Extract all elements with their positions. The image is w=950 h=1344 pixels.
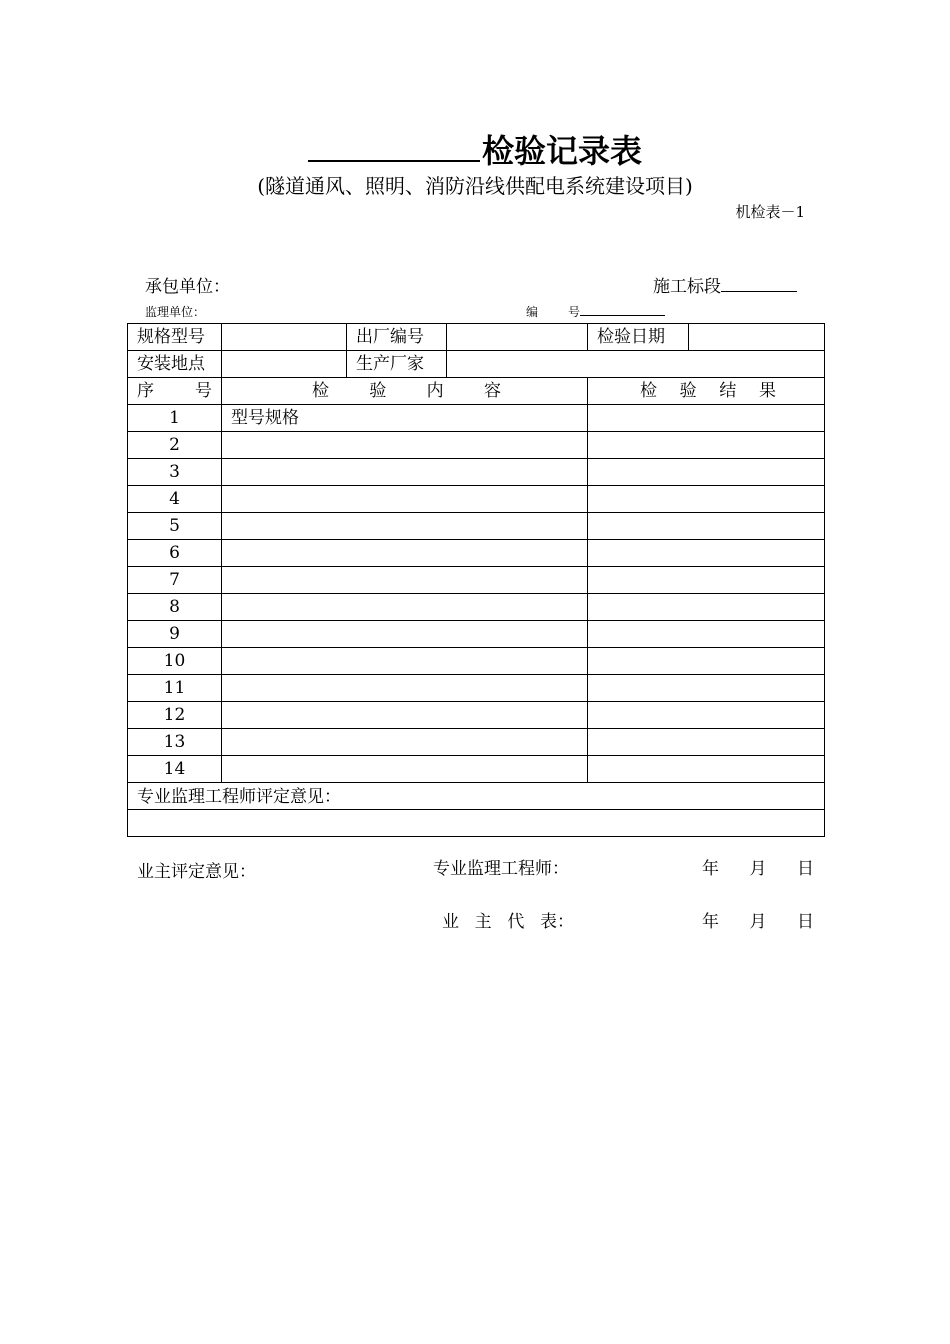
row-result[interactable] — [588, 459, 825, 486]
row-result[interactable] — [588, 648, 825, 675]
row-content[interactable] — [222, 459, 588, 486]
row-result[interactable] — [588, 729, 825, 756]
factory-no-value[interactable] — [447, 324, 588, 351]
row-result[interactable] — [588, 486, 825, 513]
supervisor-opinion-label: 专业监理工程师评定意见： — [137, 787, 341, 807]
row-number: 2 — [128, 432, 222, 459]
supervisor-opinion-row — [128, 783, 825, 810]
table-row — [128, 621, 825, 648]
table-row-location — [128, 351, 825, 378]
row-number: 5 — [128, 513, 222, 540]
table-row — [128, 486, 825, 513]
row-result[interactable] — [588, 675, 825, 702]
spec-label: 规格型号 — [128, 324, 222, 351]
owner-sign-label: 业 主 代 表： — [442, 912, 574, 932]
row-number: 7 — [128, 567, 222, 594]
row-result[interactable] — [588, 513, 825, 540]
form-number: 机检表－1 — [735, 203, 805, 221]
table-row — [128, 648, 825, 675]
supervisor-unit-label: 监理单位： — [145, 305, 206, 319]
row-result[interactable] — [588, 540, 825, 567]
row-result[interactable] — [588, 702, 825, 729]
install-location-value[interactable] — [222, 351, 347, 378]
owner-date: 年 月 日 — [702, 912, 814, 932]
row-content[interactable]: 型号规格 — [222, 405, 588, 432]
table-row — [128, 459, 825, 486]
row-result[interactable] — [588, 405, 825, 432]
row-content[interactable] — [222, 432, 588, 459]
install-location-label: 安装地点 — [128, 351, 222, 378]
table-row — [128, 675, 825, 702]
row-number: 12 — [128, 702, 222, 729]
row-content[interactable] — [222, 648, 588, 675]
content-header: 检 验 内 容 — [222, 378, 588, 405]
table-row — [128, 702, 825, 729]
table-header-row — [128, 378, 825, 405]
row-content[interactable] — [222, 729, 588, 756]
row-content[interactable] — [222, 621, 588, 648]
table-row — [128, 432, 825, 459]
supervisor-sign-label: 专业监理工程师： — [433, 859, 569, 879]
row-content[interactable] — [222, 513, 588, 540]
title-text: 检验记录表 — [481, 132, 642, 170]
title-blank-line — [308, 126, 480, 162]
document-title — [0, 126, 950, 173]
table-row — [128, 540, 825, 567]
section-label: 施工标段 — [653, 277, 721, 297]
seq-header: 序 号 — [128, 378, 222, 405]
row-number: 4 — [128, 486, 222, 513]
row-content[interactable] — [222, 567, 588, 594]
number-field — [526, 304, 665, 320]
table-row — [128, 729, 825, 756]
row-number: 1 — [128, 405, 222, 432]
table-row-spec — [128, 324, 825, 351]
row-content[interactable] — [222, 594, 588, 621]
number-blank-line — [580, 305, 665, 316]
row-number: 9 — [128, 621, 222, 648]
row-content[interactable] — [222, 675, 588, 702]
row-content[interactable] — [222, 540, 588, 567]
number-label-2: 号 — [568, 305, 581, 319]
section-field — [653, 276, 797, 298]
inspection-rows — [128, 405, 825, 783]
document-subtitle: (隧道通风、照明、消防沿线供配电系统建设项目) — [257, 174, 693, 198]
row-number: 10 — [128, 648, 222, 675]
row-content[interactable] — [222, 486, 588, 513]
row-result[interactable] — [588, 756, 825, 783]
number-label-1: 编 — [526, 305, 539, 319]
row-number: 8 — [128, 594, 222, 621]
table-row — [128, 567, 825, 594]
contractor-label: 承包单位： — [145, 277, 230, 297]
section-blank-line — [721, 277, 797, 292]
result-header: 检 验 结 果 — [588, 378, 825, 405]
owner-opinion-row — [128, 810, 825, 837]
table-row — [128, 594, 825, 621]
table-row — [128, 513, 825, 540]
inspection-date-value[interactable] — [689, 324, 825, 351]
spec-value[interactable] — [222, 324, 347, 351]
row-result[interactable] — [588, 621, 825, 648]
manufacturer-label: 生产厂家 — [347, 351, 447, 378]
owner-opinion-label: 业主评定意见： — [137, 862, 256, 882]
row-number: 3 — [128, 459, 222, 486]
row-result[interactable] — [588, 432, 825, 459]
row-content[interactable] — [222, 702, 588, 729]
row-content[interactable] — [222, 756, 588, 783]
factory-no-label: 出厂编号 — [347, 324, 447, 351]
inspection-date-label: 检验日期 — [588, 324, 689, 351]
inspection-table — [127, 323, 825, 932]
row-result[interactable] — [588, 594, 825, 621]
row-number: 11 — [128, 675, 222, 702]
row-number: 13 — [128, 729, 222, 756]
manufacturer-value[interactable] — [447, 351, 825, 378]
row-result[interactable] — [588, 567, 825, 594]
supervisor-date: 年 月 日 — [702, 859, 814, 879]
table-row — [128, 756, 825, 783]
table-row — [128, 405, 825, 432]
row-number: 6 — [128, 540, 222, 567]
row-number: 14 — [128, 756, 222, 783]
